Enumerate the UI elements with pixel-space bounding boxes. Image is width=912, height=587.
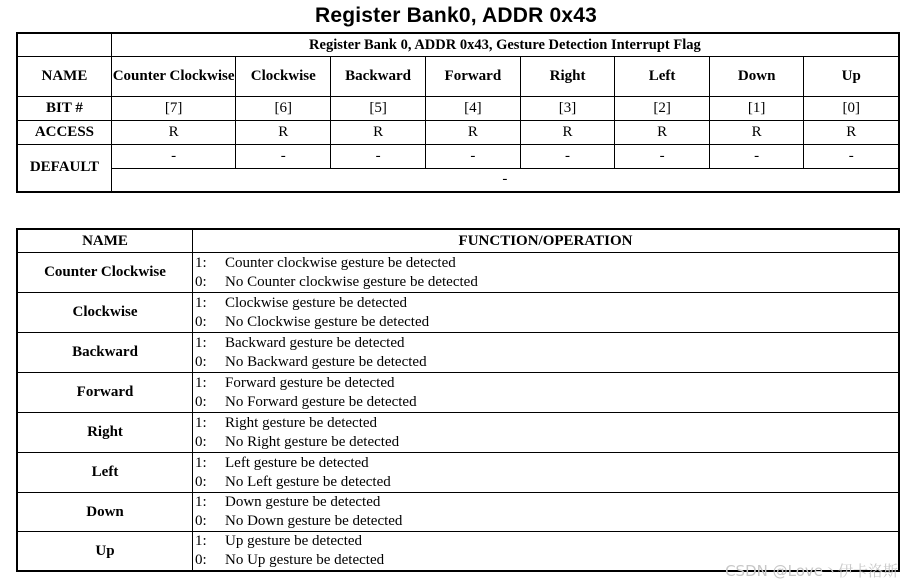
default-value: - (426, 145, 521, 169)
function-name: Right (17, 413, 193, 453)
register-table (16, 32, 900, 193)
bit-name: Backward (331, 57, 426, 97)
access-value: R (520, 121, 615, 145)
set-text: Counter clockwise gesture be detected (225, 254, 456, 271)
set-prefix: 1: (195, 254, 207, 271)
function-desc (193, 333, 900, 373)
set-prefix: 1: (195, 294, 207, 311)
access-value: R (615, 121, 710, 145)
set-text: Left gesture be detected (225, 454, 369, 471)
col-header-function: FUNCTION/OPERATION (193, 229, 900, 253)
bit-index: [0] (804, 97, 899, 121)
bit-index: [4] (426, 97, 521, 121)
set-text: Forward gesture be detected (225, 374, 395, 391)
row-label-bit: BIT # (17, 97, 111, 121)
function-desc (193, 293, 900, 333)
bit-index: [1] (709, 97, 804, 121)
function-desc (193, 493, 900, 532)
function-name: Backward (17, 333, 193, 373)
bit-index: [6] (236, 97, 331, 121)
function-desc (193, 253, 900, 293)
bit-name: Left (615, 57, 710, 97)
bit-name: Clockwise (236, 57, 331, 97)
set-text: Clockwise gesture be detected (225, 294, 408, 311)
row-label-access: ACCESS (17, 121, 111, 145)
default-value: - (520, 145, 615, 169)
default-overall: - (111, 169, 899, 192)
bit-name: Down (709, 57, 804, 97)
register-header: Register Bank 0, ADDR 0x43, Gesture Detection Interrupt Flag (111, 33, 899, 57)
default-value: - (111, 145, 236, 169)
clear-text: No Up gesture be detected (225, 552, 385, 568)
clear-prefix: 0: (195, 552, 207, 568)
access-value: R (804, 121, 899, 145)
watermark: CSDN @Love丶伊卡洛斯 (725, 562, 898, 580)
bit-index: [3] (520, 97, 615, 121)
function-name: Down (17, 493, 193, 532)
function-desc (193, 413, 900, 453)
set-prefix: 1: (195, 454, 207, 471)
clear-prefix: 0: (195, 473, 207, 490)
col-header-name: NAME (17, 229, 193, 253)
function-name: Left (17, 453, 193, 493)
set-prefix: 1: (195, 374, 207, 391)
default-value: - (709, 145, 804, 169)
set-text: Right gesture be detected (225, 414, 378, 431)
function-table (16, 228, 900, 572)
set-prefix: 1: (195, 533, 207, 549)
set-text: Down gesture be detected (225, 494, 381, 510)
clear-text: No Left gesture be detected (225, 473, 391, 490)
clear-prefix: 0: (195, 513, 207, 529)
page-title: Register Bank0, ADDR 0x43 (315, 4, 597, 27)
function-desc (193, 373, 900, 413)
corner-cell (17, 33, 111, 57)
clear-prefix: 0: (195, 353, 207, 370)
function-name: Counter Clockwise (17, 253, 193, 293)
bit-index: [7] (111, 97, 236, 121)
access-value: R (331, 121, 426, 145)
clear-prefix: 0: (195, 313, 207, 330)
default-value: - (331, 145, 426, 169)
clear-prefix: 0: (195, 393, 207, 410)
set-prefix: 1: (195, 414, 207, 431)
bit-name: Right (520, 57, 615, 97)
set-prefix: 1: (195, 494, 207, 510)
clear-text: No Forward gesture be detected (225, 393, 417, 410)
bit-index: [2] (615, 97, 710, 121)
bit-name: Up (804, 57, 899, 97)
set-text: Backward gesture be detected (225, 334, 405, 351)
set-prefix: 1: (195, 334, 207, 351)
access-value: R (709, 121, 804, 145)
row-label-name: NAME (17, 57, 111, 97)
clear-prefix: 0: (195, 273, 207, 290)
access-value: R (111, 121, 236, 145)
function-name: Forward (17, 373, 193, 413)
bit-index: [5] (331, 97, 426, 121)
clear-text: No Clockwise gesture be detected (225, 313, 430, 330)
clear-text: No Counter clockwise gesture be detected (225, 273, 478, 290)
clear-text: No Backward gesture be detected (225, 353, 427, 370)
function-name: Clockwise (17, 293, 193, 333)
default-value: - (804, 145, 899, 169)
row-label-default: DEFAULT (17, 145, 111, 192)
bit-name: Counter Clockwise (111, 57, 236, 97)
function-desc (193, 453, 900, 493)
clear-text: No Down gesture be detected (225, 513, 403, 529)
clear-text: No Right gesture be detected (225, 433, 400, 450)
default-value: - (236, 145, 331, 169)
set-text: Up gesture be detected (225, 533, 363, 549)
bit-name: Forward (426, 57, 521, 97)
access-value: R (236, 121, 331, 145)
function-name: Up (17, 532, 193, 572)
access-value: R (426, 121, 521, 145)
clear-prefix: 0: (195, 433, 207, 450)
default-value: - (615, 145, 710, 169)
